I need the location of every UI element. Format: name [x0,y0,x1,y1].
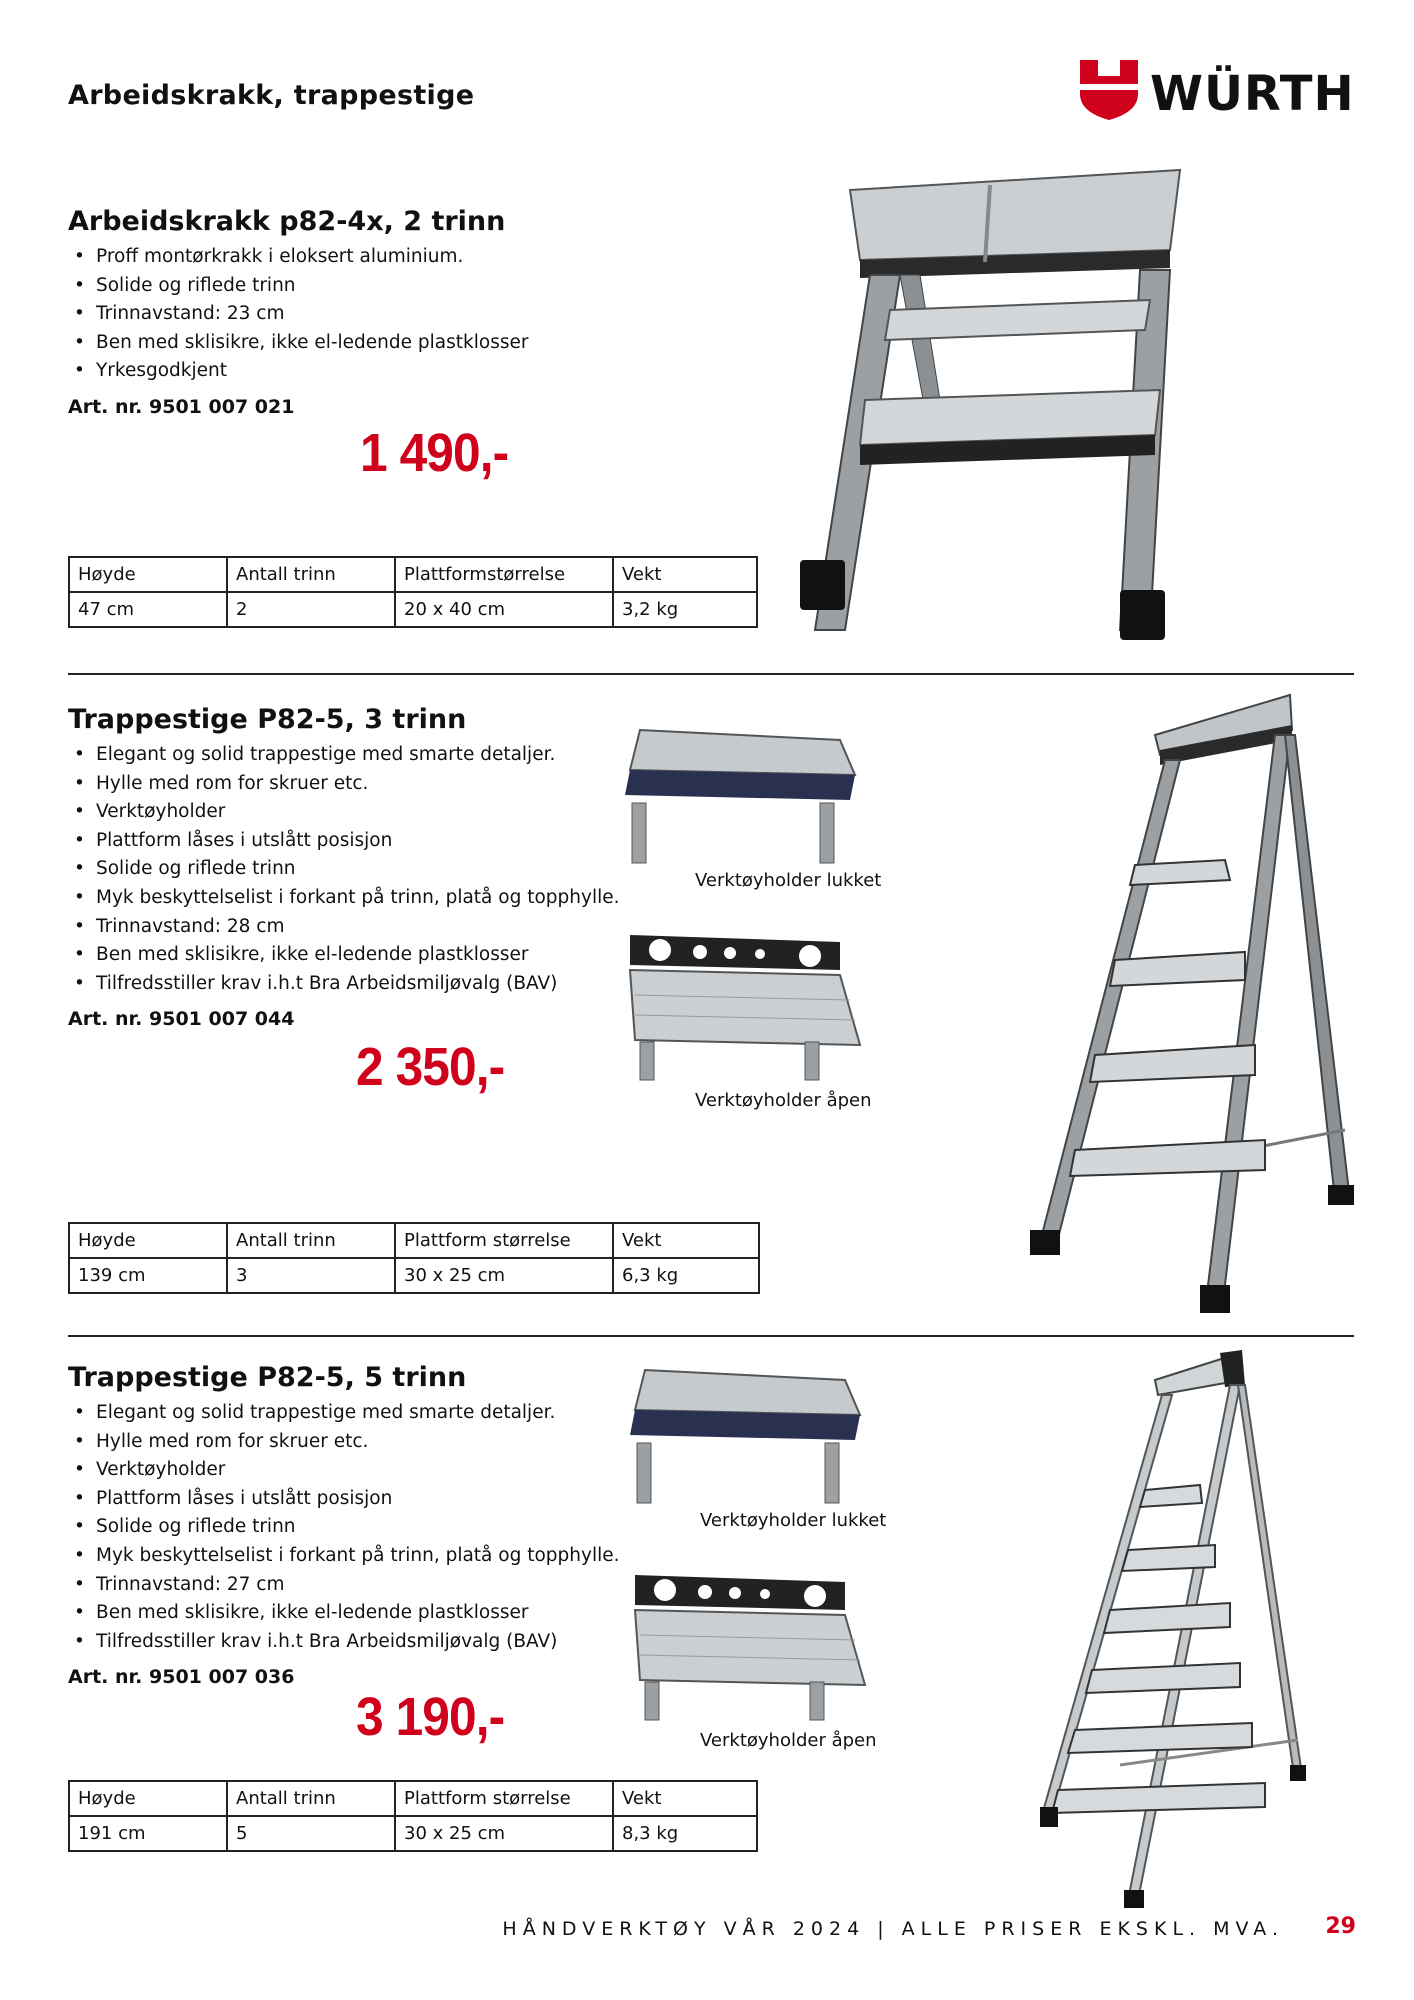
list-item: • Trinnavstand: 23 cm [74,300,768,329]
table-header: Vekt [613,1223,759,1258]
caption-tool-holder-closed: Verktøyholder lukket [695,870,882,891]
table-row [69,1816,757,1851]
table-row [69,1223,759,1258]
tool-holder-closed-image [620,725,860,865]
list-item: • Elegant og solid trappestige med smarte detaljer. [74,741,768,770]
table-cell: 2 [227,592,395,627]
list-item: • Verktøyholder [74,1456,768,1485]
list-item: • Tilfredsstiller krav i.h.t Bra Arbeidsmiljøvalg (BAV) [74,1628,768,1657]
table-header: Vekt [613,1781,757,1816]
table-row [69,557,757,592]
list-item: • Proff montørkrakk i eloksert aluminium. [74,243,768,272]
list-item: • Ben med sklisikre, ikke el-ledende plastklosser [74,1599,768,1628]
table-cell: 30 x 25 cm [395,1816,613,1851]
list-item: • Verktøyholder [74,798,768,827]
table-header: Plattform størrelse [395,1223,613,1258]
table-cell: 47 cm [69,592,227,627]
ladder-5-step-image [1040,1345,1360,1905]
footer-text: HÅNDVERKTØY VÅR 2024 | ALLE PRISER EKSKL. MVA. [502,1918,1284,1940]
table-header: Plattformstørrelse [395,557,613,592]
list-item: • Yrkesgodkjent [74,357,768,386]
list-item: • Myk beskyttelselist i forkant på trinn, platå og topphylle. [74,884,768,913]
list-item: • Ben med sklisikre, ikke el-ledende plastklosser [74,941,768,970]
list-item: • Elegant og solid trappestige med smarte detaljer. [74,1399,768,1428]
section-divider [68,673,1354,675]
price: 3 190,- [356,1687,505,1747]
list-item: • Solide og riflede trinn [74,272,768,301]
table-cell: 20 x 40 cm [395,592,613,627]
list-item: • Trinnavstand: 27 cm [74,1571,768,1600]
product-title: Trappestige P82-5, 5 trinn [68,1362,467,1393]
table-header: Høyde [69,1781,227,1816]
list-item: • Tilfredsstiller krav i.h.t Bra Arbeidsmiljøvalg (BAV) [74,970,768,999]
list-item: • Ben med sklisikre, ikke el-ledende plastklosser [74,329,768,358]
list-item: • Trinnavstand: 28 cm [74,913,768,942]
caption-tool-holder-open: Verktøyholder åpen [700,1730,877,1751]
list-item: • Hylle med rom for skruer etc. [74,1428,768,1457]
table-cell: 139 cm [69,1258,227,1293]
feature-list [68,243,768,386]
ladder-3-step-image [1030,690,1370,1310]
tool-holder-open-image [630,1570,870,1720]
price: 2 350,- [356,1037,505,1097]
tool-holder-closed-image [625,1365,865,1505]
caption-tool-holder-open: Verktøyholder åpen [695,1090,872,1111]
table-header: Plattform størrelse [395,1781,613,1816]
page-title: Arbeidskrakk, trappestige [68,80,475,111]
article-number: Art. nr. 9501 007 036 [68,1666,295,1689]
table-header: Antall trinn [227,1223,395,1258]
table-cell: 191 cm [69,1816,227,1851]
table-row [69,1258,759,1293]
article-number: Art. nr. 9501 007 021 [68,395,295,418]
product-section-1 [68,206,768,418]
table-header: Vekt [613,557,757,592]
list-item: • Solide og riflede trinn [74,855,768,884]
list-item: • Hylle med rom for skruer etc. [74,770,768,799]
product-title: Trappestige P82-5, 3 trinn [68,704,467,735]
table-cell: 3,2 kg [613,592,757,627]
list-item: • Plattform låses i utslått posisjon [74,1485,768,1514]
table-cell: 6,3 kg [613,1258,759,1293]
spec-table [68,1780,758,1852]
table-row [69,1781,757,1816]
table-header: Høyde [69,557,227,592]
caption-tool-holder-closed: Verktøyholder lukket [700,1510,887,1531]
table-cell: 30 x 25 cm [395,1258,613,1293]
list-item: • Plattform låses i utslått posisjon [74,827,768,856]
wurth-logo-mark [1080,60,1138,120]
table-header: Høyde [69,1223,227,1258]
list-item: • Solide og riflede trinn [74,1513,768,1542]
table-header: Antall trinn [227,1781,395,1816]
article-number: Art. nr. 9501 007 044 [68,1008,295,1031]
wurth-logo [1080,60,1360,122]
spec-table [68,1222,760,1294]
step-stool-image [790,150,1230,660]
section-divider [68,1335,1354,1337]
brand-name: WÜRTH [1150,66,1355,122]
table-cell: 5 [227,1816,395,1851]
list-item: • Myk beskyttelselist i forkant på trinn, platå og topphylle. [74,1542,768,1571]
spec-table [68,556,758,628]
table-cell: 3 [227,1258,395,1293]
table-row [69,592,757,627]
product-title: Arbeidskrakk p82-4x, 2 trinn [68,206,506,237]
page-number: 29 [1325,1914,1356,1939]
table-cell: 8,3 kg [613,1816,757,1851]
price: 1 490,- [360,423,509,483]
tool-holder-open-image [625,930,865,1080]
table-header: Antall trinn [227,557,395,592]
